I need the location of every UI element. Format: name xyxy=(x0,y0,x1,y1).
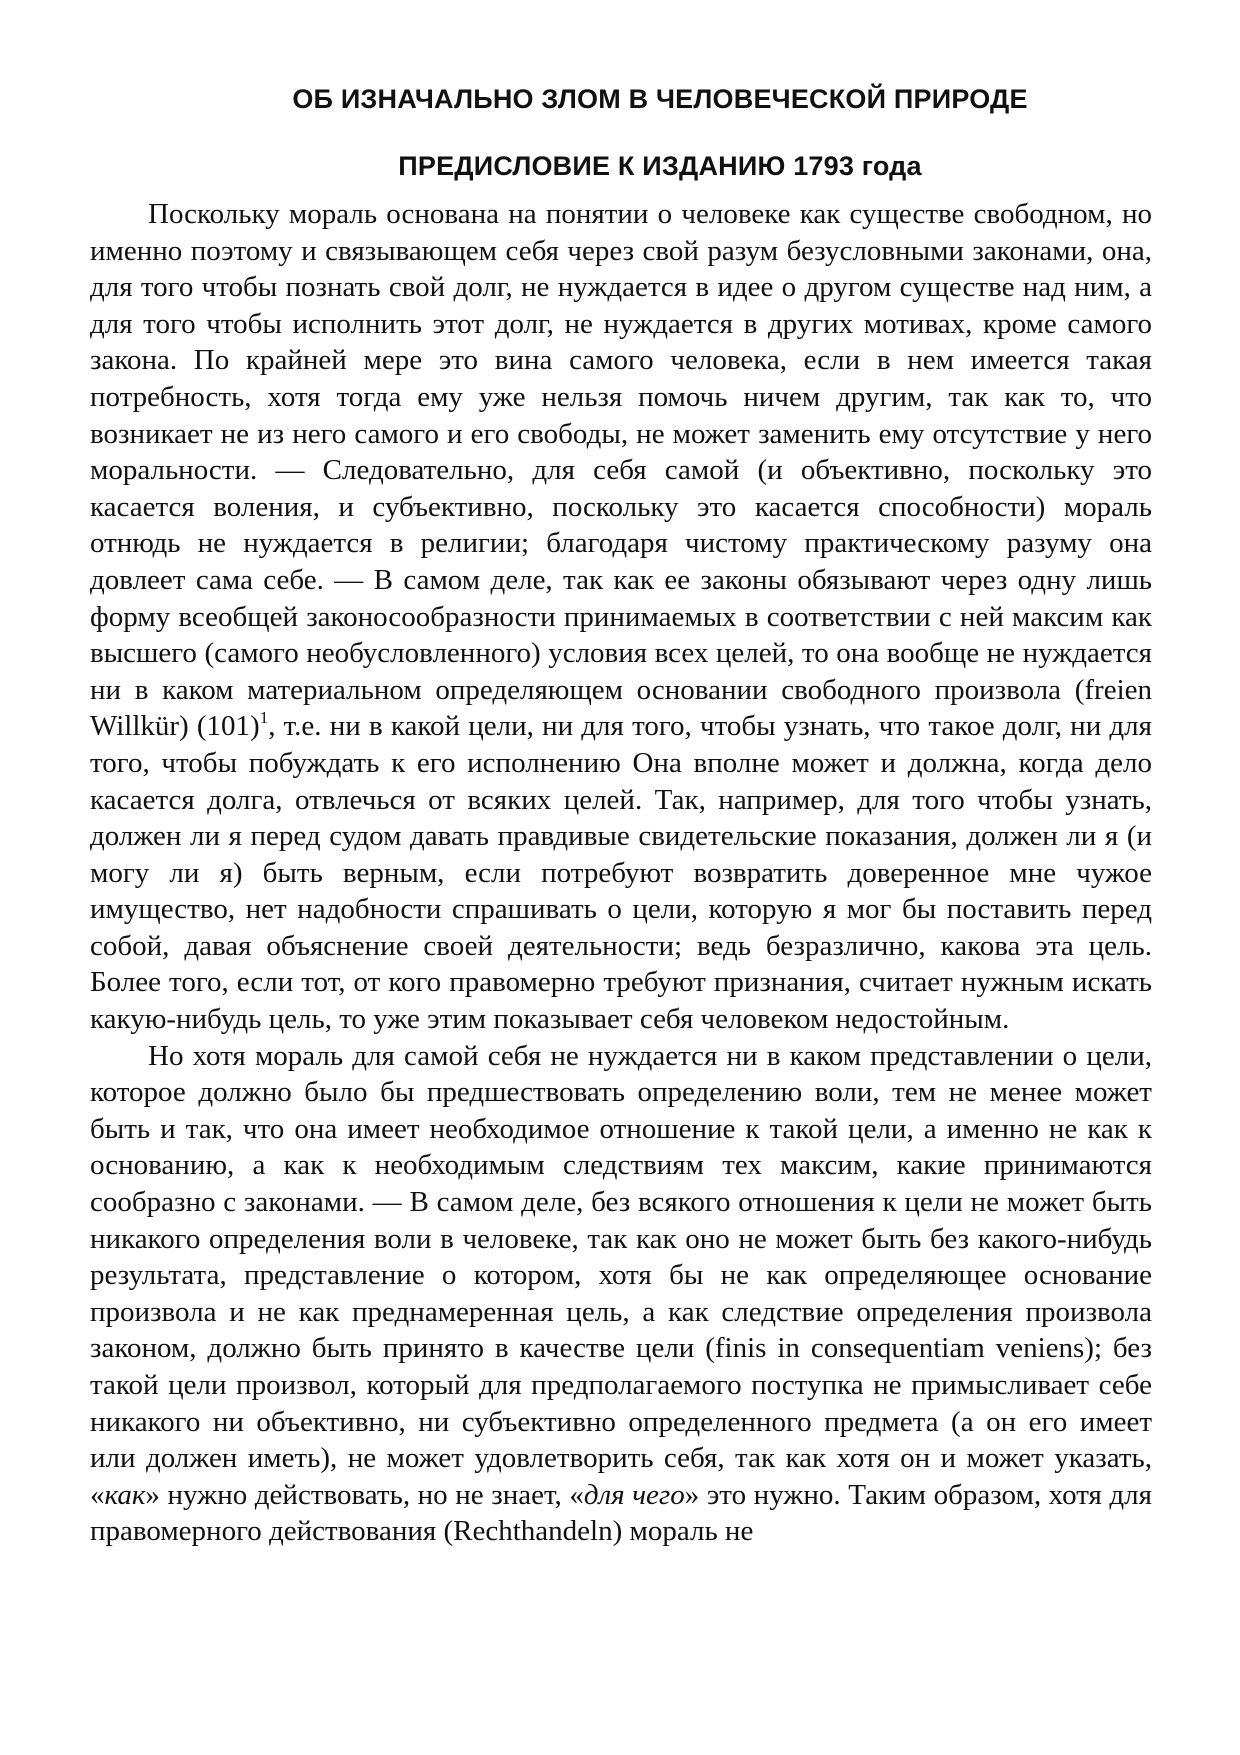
paragraph-1-text-a: Поскольку мораль основана на понятии о человеке как существе свободном, но именно поэтому и связывающем себя через свой разум безусловными законами, она, для того чтобы познать свой долг, не нуждается в идее о другом существе над ним, а для того чтобы исполнить этот долг, не нуждается в других мотивах, кроме самого закона. По крайней мере это вина самого человека, если в нем имеется такая потребность, хотя тогда ему уже нельзя помочь ничем другим, так как то, что возникает не из него самого и его свободы, не может заменить ему отсутствие у него моральности. — Следовательно, для себя самой (и объективно, поскольку это касается воления, и субъективно, поскольку это касается способности) мораль отнюдь не нуждается в религии; благодаря чистому практическому разуму она довлеет сама себе. — В самом деле, так как ее законы обязывают через одну лишь форму всеобщей законосообразности принимаемых в соответствии с ней максим как высшего (самого необусловленного) условия всех целей, то она вообще не нуждается ни в каком материальном определяющем основании свободного произвола (freien Willkür) (101) xyxy=(90,198,1152,743)
body-text xyxy=(90,196,1152,1550)
paragraph-1 xyxy=(90,196,1152,1038)
page-title: ОБ ИЗНАЧАЛЬНО ЗЛОМ В ЧЕЛОВЕЧЕСКОЙ ПРИРОДЕ xyxy=(292,84,1028,114)
paragraph-2 xyxy=(90,1038,1152,1550)
paragraph-2-text-c: » это нужно. Таким образом, хотя для правомерного действования (Rechthandeln) мораль не xyxy=(90,1478,1152,1548)
paragraph-2-text-b: » нужно действовать, но не знает, « xyxy=(145,1478,584,1511)
paragraph-1-text-b: , т.е. ни в какой цели, ни для того, чтобы узнать, что такое долг, ни для того, чтобы побуждать к его исполнению Она вполне может и должна, когда дело касается долга, отвлечься от всяких целей. Так, например, для того чтобы узнать, должен ли я перед судом давать правдивые свидетельские показания, должен ли я (и могу ли я) быть верным, если потребуют возвратить доверенное мне чужое имущество, нет надобности спрашивать о цели, которую я мог бы поставить перед собой, давая объяснение своей деятельности; ведь безразлично, какова эта цель. Более того, если тот, от кого правомерно требуют признания, считает нужным искать какую-нибудь цель, то уже этим показывает себя человеком недостойным. xyxy=(90,710,1152,1036)
emphasis-kak: как xyxy=(104,1478,146,1511)
section-heading: ПРЕДИСЛОВИЕ К ИЗДАНИЮ 1793 года xyxy=(398,151,922,181)
footnote-reference[interactable]: 1 xyxy=(259,708,269,728)
emphasis-dlya-chego: для чего xyxy=(583,1478,685,1511)
paragraph-2-text-a: Но хотя мораль для самой себя не нуждается ни в каком представлении о цели, которое должно было бы предшествовать определению воли, тем не менее может быть и так, что она имеет необходимое отношение к такой цели, а именно не как к основанию, а как к необходимым следствиям тех максим, какие принимаются сообразно с законами. — В самом деле, без всякого отношения к цели не может быть никакого определения воли в человеке, так как оно не может быть без какого-нибудь результата, представление о котором, хотя бы не как определяющее основание произвола и не как преднамеренная цель, а как следствие определения произвола законом, должно быть принято в качестве цели (finis in consequentiam veniens); без такой цели произвол, который для предполагаемого поступка не примысливает себе никакого ни объективно, ни субъективно определенного предмета (а он его имеет или должен иметь), не может удовлетворить себя, так как хотя он и может указать, « xyxy=(90,1039,1152,1511)
